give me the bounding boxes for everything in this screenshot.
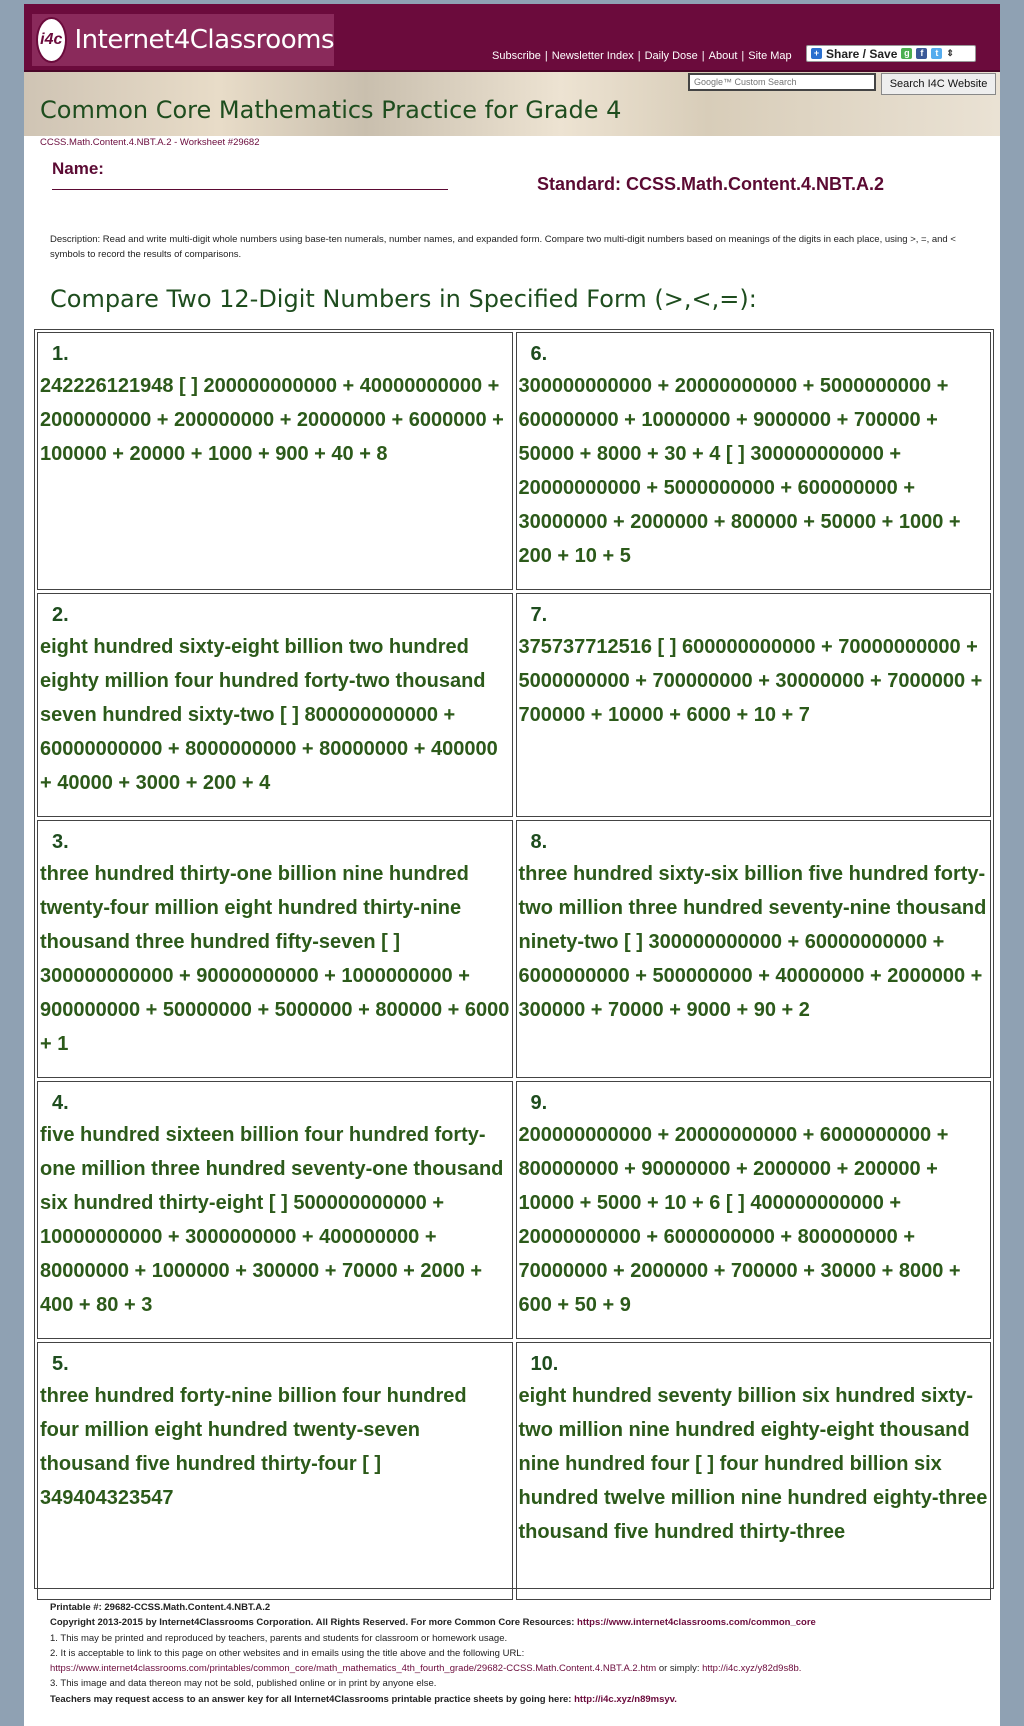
problem-cell	[37, 1342, 513, 1600]
problem-number: 9.	[530, 1092, 548, 1114]
problem-number: 2.	[52, 604, 69, 626]
problem-text: 300000000000 + 20000000000 + 5000000000 + 600000000 + 10000000 + 9000000 + 700000 + 50000 + 8000 + 30 + 4 [ ] 300000000000 + 20000000000 + 5000000000 + 600000000 + 30000000 + 2000000 + 800000 + 50000 + 1000 + 200 + 10 + 5	[518, 375, 961, 567]
problem-cell	[37, 332, 513, 590]
problem-text: three hundred thirty-one billion nine hundred twenty-four million eight hundred thirty-nine thousand three hundred fifty-seven [ ] 300000000000 + 90000000000 + 1000000000 + 900000000 + 50000000 + 5000000 + 800000 + 6000 + 1	[40, 863, 510, 1055]
nav-about[interactable]: About	[708, 50, 738, 62]
common-core-link[interactable]: https://www.internet4classrooms.com/common_core	[577, 1617, 816, 1629]
footer-note-1: 1. This may be printed and reproduced by teachers, parents and students for classroom or homework usage.	[50, 1632, 508, 1644]
problem-text: 200000000000 + 20000000000 + 6000000000 + 800000000 + 90000000 + 2000000 + 200000 + 10000 + 5000 + 10 + 6 [ ] 400000000000 + 20000000000 + 6000000000 + 800000000 + 70000000 + 2000000 + 700000 + 30000 + 8000 + 600 + 50 + 9	[518, 1124, 961, 1316]
problem-number: 10.	[530, 1353, 559, 1375]
answer-key-link[interactable]: http://i4c.xyz/n89msyv.	[574, 1693, 677, 1705]
search-input[interactable]	[688, 73, 876, 91]
problem-number: 4.	[52, 1092, 69, 1114]
problem-cell	[516, 820, 992, 1078]
short-url-link[interactable]: http://i4c.xyz/y82d9s8b.	[702, 1663, 802, 1675]
teachers-note	[50, 1692, 990, 1707]
problem-cell	[37, 820, 513, 1078]
problems-grid	[34, 329, 994, 1589]
search-button[interactable]: Search I4C Website	[881, 73, 996, 95]
standard-label: Standard: CCSS.Math.Content.4.NBT.A.2	[537, 174, 885, 194]
problem-number: 6.	[530, 343, 548, 365]
page	[24, 4, 1000, 1726]
problem-number: 3.	[52, 831, 69, 853]
copyright	[50, 1615, 990, 1630]
page-url-link[interactable]: https://www.internet4classrooms.com/printables/common_core/math_mathematics_4th_fourth_grade/29682-CCSS.Math.Content.4.NBT.A.2.htm	[50, 1663, 657, 1675]
problem-text: 242226121948 [ ] 200000000000 + 40000000000 + 2000000000 + 200000000 + 20000000 + 6000000 + 100000 + 20000 + 1000 + 900 + 40 + 8	[40, 375, 504, 465]
problem-number: 1.	[52, 343, 69, 365]
problem-text: eight hundred sixty-eight billion two hundred eighty million four hundred forty-two thousand seven hundred sixty-two [ ] 800000000000 + 60000000000 + 8000000000 + 80000000 + 400000 + 40000 + 3000 + 200 + 4	[40, 636, 498, 794]
share-google-icon: g	[901, 48, 912, 59]
worksheet-title: Compare Two 12-Digit Numbers in Specified Form (>,<,=):	[50, 285, 757, 313]
problem-cell	[516, 1081, 992, 1339]
problem-number: 8.	[530, 831, 548, 853]
breadcrumb: CCSS.Math.Content.4.NBT.A.2 - Worksheet #29682	[40, 137, 260, 148]
description: Description: Read and write multi-digit whole numbers using base-ten numerals, number names, and expanded form. Compare two multi-digit numbers based on meanings of the digits in each place, using >, =, and < symbols to record the results of comparisons.	[50, 234, 956, 260]
footer-note-3: 3. This image and data thereon may not be sold, published online or in print by anyone else.	[50, 1678, 437, 1690]
twitter-icon: t	[931, 48, 942, 59]
nav-site-map[interactable]: Site Map	[748, 50, 792, 62]
problem-text: 375737712516 [ ] 600000000000 + 70000000000 + 5000000000 + 700000000 + 30000000 + 7000000 + 700000 + 10000 + 6000 + 10 + 7	[518, 636, 983, 726]
problem-text: three hundred forty-nine billion four hundred four million eight hundred twenty-seven thousand five hundred thirty-four [ ] 349404323547	[40, 1385, 467, 1509]
name-label: Name:	[52, 159, 104, 178]
nav-daily-dose[interactable]: Daily Dose	[644, 50, 698, 62]
facebook-icon: f	[916, 48, 927, 59]
logo-text: Internet4Classrooms	[74, 25, 334, 55]
top-nav: Subscribe | Newsletter Index | Daily Dose | About | Site Map	[492, 50, 792, 62]
problem-text: three hundred sixty-six billion five hundred forty-two million three hundred seventy-nine thousand ninety-two [ ] 300000000000 + 60000000000 + 6000000000 + 500000000 + 40000000 + 2000000 + 300000 + 70000 + 9000 + 90 + 2	[518, 863, 987, 1021]
nav-subscribe[interactable]: Subscribe	[492, 50, 541, 62]
footer-url-line	[50, 1661, 990, 1676]
problem-text: eight hundred seventy billion six hundred sixty-two million nine hundred eighty-eight thousand nine hundred four [ ] four hundred billion six hundred twelve million nine hundred eighty-three thousand five hundred thirty-three	[518, 1385, 988, 1543]
problem-text: five hundred sixteen billion four hundred forty-one million three hundred seventy-one thousand six hundred thirty-eight [ ] 500000000000 + 10000000000 + 3000000000 + 400000000 + 80000000 + 1000000 + 300000 + 70000 + 2000 + 400 + 80 + 3	[40, 1124, 504, 1316]
problem-cell	[516, 332, 992, 590]
problem-cell	[516, 1342, 992, 1600]
copyright-text: Copyright 2013-2015 by Internet4Classrooms Corporation. All Rights Reserved. For more Common Core Resources:	[50, 1617, 575, 1629]
site-header	[24, 4, 1000, 72]
nav-newsletter-index[interactable]: Newsletter Index	[551, 50, 634, 62]
footer	[50, 1600, 990, 1707]
footer-note-2: 2. It is acceptable to link to this page on other websites and in emails using the title above and the following URL:	[50, 1647, 525, 1659]
chevron-updown-icon: ⇕	[946, 48, 954, 58]
logo-badge-icon: i4c	[36, 17, 67, 63]
share-label: Share / Save	[826, 46, 898, 61]
problem-cell	[37, 593, 513, 817]
site-logo[interactable]	[32, 14, 334, 66]
share-plus-icon: +	[811, 48, 822, 59]
name-blank-line	[52, 189, 448, 190]
problem-cell	[516, 593, 992, 817]
printable-number: Printable #: 29682-CCSS.Math.Content.4.NBT.A.2	[50, 1602, 271, 1613]
teachers-text: Teachers may request access to an answer key for all Internet4Classrooms printable practice sheets by going here:	[50, 1693, 572, 1705]
problem-number: 7.	[530, 604, 548, 626]
share-save-button[interactable]	[806, 45, 976, 62]
page-title: Common Core Mathematics Practice for Grade 4	[40, 96, 622, 124]
problem-cell	[37, 1081, 513, 1339]
url-or-text: or simply:	[658, 1663, 700, 1675]
problem-number: 5.	[52, 1353, 69, 1375]
